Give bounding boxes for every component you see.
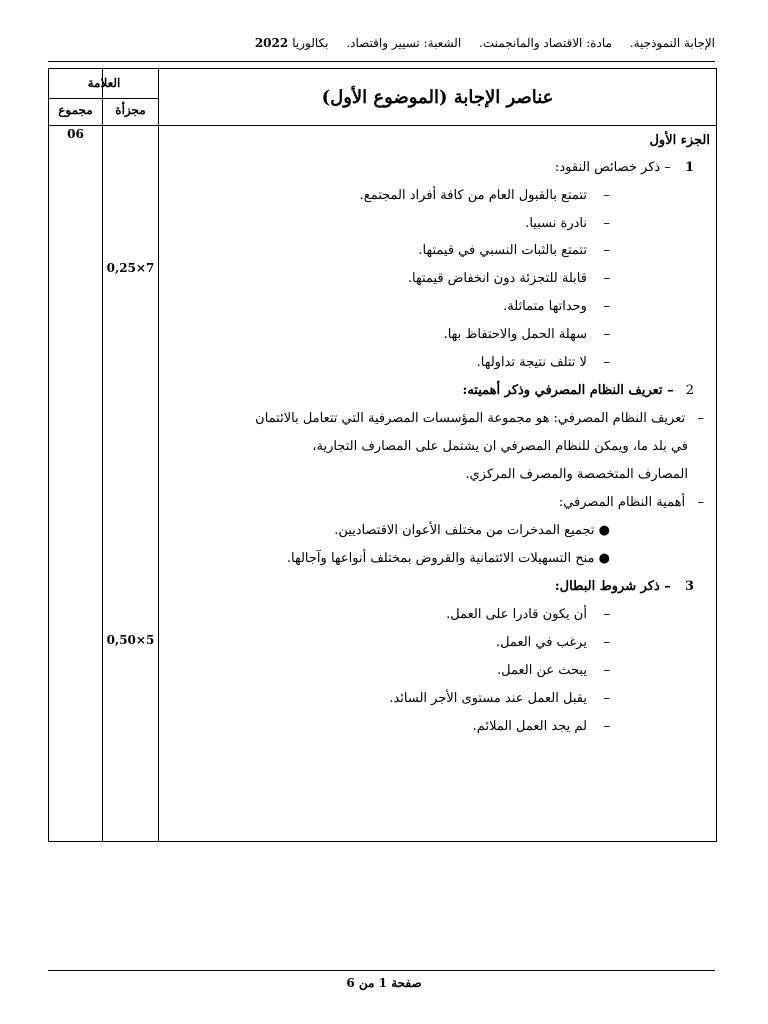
q2-bullet: ● تجميع المدخرات من مختلف الأعوان الاقتصاديين.	[334, 523, 610, 538]
q2-title: – تعريف النظام المصرفي وذكر أهميته:	[462, 383, 674, 398]
header-item-stream: الشعبة: تسيير واقتصاد.	[346, 36, 462, 50]
q3-title: – ذكر شروط البطال:	[554, 579, 671, 594]
q1-item: – وحداتها متماثلة.	[503, 299, 610, 314]
header-item-exam: بكالوريا	[292, 36, 329, 50]
q2-importance: – أهمية النظام المصرفي:	[558, 495, 704, 510]
header-row-line	[49, 125, 716, 126]
q1-title: – ذكر خصائص النقود:	[554, 160, 671, 175]
q3-item: – أن يكون قادرا على العمل.	[446, 607, 610, 622]
total-header: مجموع	[58, 103, 93, 117]
q2-number: 2	[685, 383, 694, 398]
q3-number: 3	[684, 579, 694, 594]
answer-table	[48, 68, 717, 842]
q3-item: – لم يجد العمل الملائم.	[472, 719, 610, 734]
q3-item: – يبحث عن العمل.	[497, 663, 610, 678]
footer-total: 6	[346, 976, 355, 990]
partial-value-q3: 0,50×5	[106, 633, 155, 647]
footer-prefix: صفحة	[391, 976, 422, 990]
header-year: 2022	[254, 36, 289, 50]
grade-subheader-line	[49, 98, 159, 99]
q3-heading	[555, 579, 694, 594]
q3-item: – يقبل العمل عند مستوى الأجر السائد.	[389, 691, 610, 706]
total-value: 06	[67, 127, 84, 141]
q2-definition-line: – تعريف النظام المصرفي: هو مجموعة المؤسسات المصرفية التي تتعامل بالائتمان	[255, 411, 704, 426]
footer-page: 1	[378, 976, 387, 990]
partial-header: مجزأة	[115, 103, 146, 117]
q2-heading	[463, 383, 694, 398]
table-title: عناصر الإجابة (الموضوع الأول)	[321, 86, 554, 108]
col-divider-1	[102, 69, 103, 841]
header-item-answer: الإجابة النموذجية.	[629, 36, 715, 50]
col-divider-2	[158, 69, 159, 841]
q2-bullet: ● منح التسهيلات الائتمانية والقروض بمختلف أنواعها وآجالها.	[286, 551, 610, 566]
q1-item: – قابلة للتجزئة دون انخفاض قيمتها.	[407, 271, 610, 286]
q1-item: – تتمتع بالقبول العام من كافة أفراد المجتمع.	[359, 188, 610, 203]
q1-item: – لا تتلف نتيجة تداولها.	[476, 355, 610, 370]
q2-definition-line: في بلد ما، ويمكن للنظام المصرفي ان يشتمل على المصارف التجارية،	[312, 439, 688, 454]
q1-number: 1	[684, 160, 694, 175]
page-footer	[0, 976, 768, 990]
part-title: الجزء الأول	[649, 133, 710, 148]
grade-header: العلامة	[87, 76, 121, 90]
footer-divider	[48, 970, 715, 971]
header-divider	[48, 61, 715, 62]
q2-definition-line: المصارف المتخصصة والمصرف المركزي.	[465, 467, 688, 482]
partial-value-q1: 0,25×7	[106, 261, 155, 275]
q1-item: – تتمتع بالثبات النسبي في قيمتها.	[418, 243, 610, 258]
footer-of: من	[358, 976, 375, 990]
q1-heading	[555, 160, 694, 175]
q1-item: – نادرة نسبيا.	[525, 216, 610, 231]
page-header	[48, 36, 715, 56]
header-item-subject: مادة: الاقتصاد والمانجمنت.	[479, 36, 612, 50]
q1-item: – سهلة الحمل والاحتفاظ بها.	[443, 327, 610, 342]
q3-item: – يرغب في العمل.	[495, 635, 610, 650]
